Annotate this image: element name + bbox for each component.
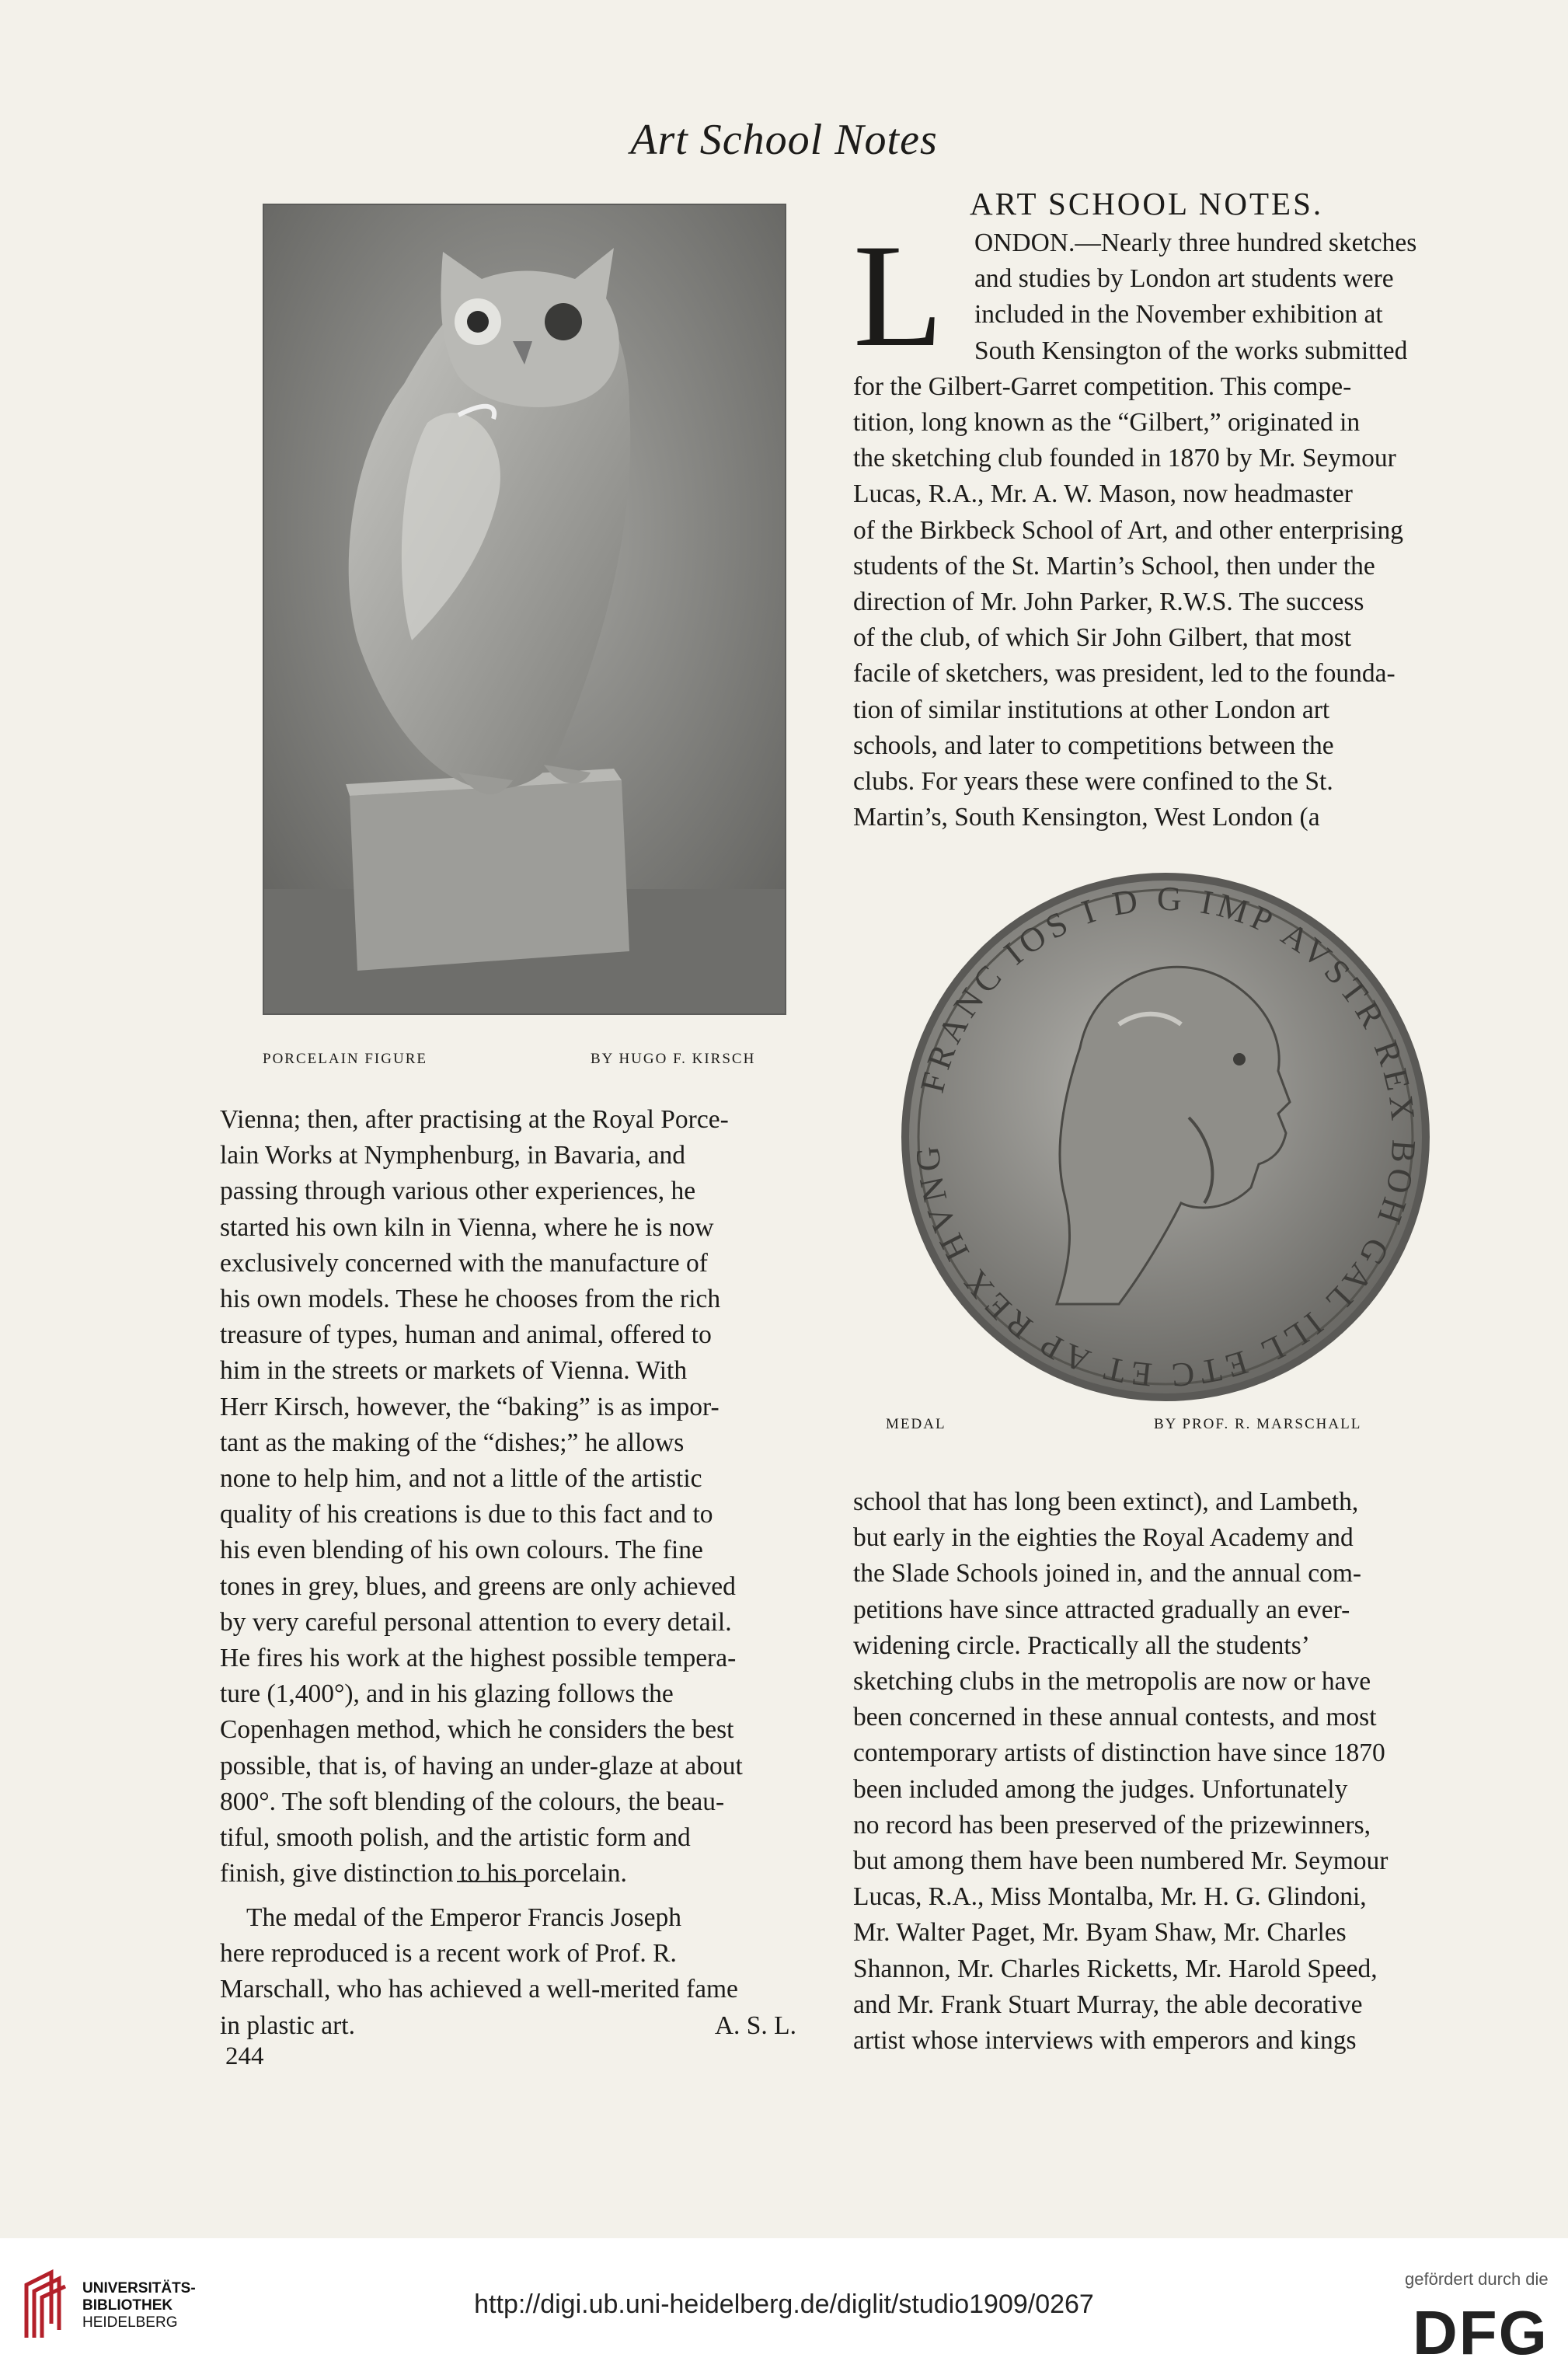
text-line: quality of his creations is due to this fact and to bbox=[220, 1500, 713, 1529]
text-line: but among them have been numbered Mr. Seymour bbox=[853, 1847, 1389, 1876]
text-line: facile of sketchers, was president, led to the founda- bbox=[853, 659, 1396, 689]
right-column-bottom-text bbox=[853, 1484, 1461, 2059]
text-line: students of the St. Martin’s School, then under the bbox=[853, 551, 1375, 581]
text-line: tant as the making of the “dishes;” he allows bbox=[220, 1428, 685, 1457]
text-line: lain Works at Nymphenburg, in Bavaria, and bbox=[220, 1141, 685, 1170]
text-line: Marschall, who has achieved a well-merited fame bbox=[220, 1975, 738, 2004]
text-line: ture (1,400°), and in his glazing follows the bbox=[220, 1679, 674, 1709]
medal-caption-title: MEDAL bbox=[886, 1416, 946, 1432]
source-url-link[interactable]: http://digi.ub.uni-heidelberg.de/diglit/studio1909/0267 bbox=[474, 2290, 1094, 2319]
text-line: Mr. Walter Paget, Mr. Byam Shaw, Mr. Charles bbox=[853, 1918, 1347, 1948]
text-line: passing through various other experiences, he bbox=[220, 1177, 696, 1206]
text-line: been included among the judges. Unfortunately bbox=[853, 1774, 1348, 1804]
text-line: for the Gilbert-Garret competition. This compe- bbox=[853, 371, 1352, 401]
text-line: clubs. For years these were confined to the St. bbox=[853, 767, 1333, 797]
text-line: sketching clubs in the metropolis are now or have bbox=[853, 1667, 1371, 1697]
text-line: finish, give distinction to his porcelain. bbox=[220, 1859, 627, 1888]
text-line: Herr Kirsch, however, the “baking” is as impor- bbox=[220, 1392, 720, 1421]
text-line: the sketching club founded in 1870 by Mr. Seymour bbox=[853, 444, 1396, 473]
text-line: of the club, of which Sir John Gilbert, that most bbox=[853, 623, 1352, 653]
text-line: widening circle. Practically all the students’ bbox=[853, 1630, 1310, 1660]
text-line: direction of Mr. John Parker, R.W.S. The success bbox=[853, 588, 1364, 617]
running-title: Art School Notes bbox=[630, 116, 938, 164]
text-line: tones in grey, blues, and greens are only achieved bbox=[220, 1571, 736, 1601]
text-line: by very careful personal attention to every detail. bbox=[220, 1607, 732, 1637]
text-line: and studies by London art students were bbox=[974, 264, 1394, 294]
library-name-line: UNIVERSITÄTS- bbox=[82, 2280, 196, 2297]
text-line: schools, and later to competitions between the bbox=[853, 731, 1334, 760]
section-title: ART SCHOOL NOTES. bbox=[970, 186, 1324, 221]
text-line: tion of similar institutions at other London art bbox=[853, 695, 1330, 724]
medal-inscription: FRANC IOS I D G IMP AVSTR REX BOH GAL ILL ETC ET AP REX HVNG bbox=[908, 879, 1423, 1395]
section-divider bbox=[457, 1881, 527, 1882]
page-number: 244 bbox=[225, 2042, 264, 2070]
left-column-paragraph-1 bbox=[220, 1102, 820, 1892]
right-column-top-text bbox=[853, 225, 1461, 835]
text-line: him in the streets or markets of Vienna. With bbox=[220, 1356, 688, 1386]
text-line: treasure of types, human and animal, offered to bbox=[220, 1320, 712, 1350]
text-line: here reproduced is a recent work of Prof. R. bbox=[220, 1939, 677, 1969]
text-line: his even blending of his own colours. The fine bbox=[220, 1536, 703, 1565]
medal-caption-credit: BY PROF. R. MARSCHALL bbox=[1154, 1416, 1362, 1432]
text-line: school that has long been extinct), and Lambeth, bbox=[853, 1487, 1359, 1516]
text-line: He fires his work at the highest possible tempera- bbox=[220, 1644, 737, 1673]
text-line: possible, that is, of having an under-glaze at about bbox=[220, 1751, 743, 1780]
text-line: Lucas, R.A., Mr. A. W. Mason, now headmaster bbox=[853, 480, 1353, 509]
owl-caption-credit: BY HUGO F. KIRSCH bbox=[591, 1051, 756, 1067]
author-signature: A. S. L. bbox=[714, 2011, 796, 2040]
owl-porcelain-photo bbox=[263, 204, 786, 1015]
text-line: tiful, smooth polish, and the artistic form and bbox=[220, 1823, 691, 1853]
text-line: included in the November exhibition at bbox=[974, 300, 1383, 330]
text-line: his own models. These he chooses from the rich bbox=[220, 1285, 721, 1314]
text-line: South Kensington of the works submitted bbox=[974, 336, 1408, 365]
text-line: ONDON.—Nearly three hundred sketches bbox=[974, 228, 1417, 257]
text-line: been concerned in these annual contests, and most bbox=[853, 1703, 1377, 1732]
text-line: started his own kiln in Vienna, where he is now bbox=[220, 1212, 714, 1242]
text-line: none to help him, and not a little of the artistic bbox=[220, 1464, 702, 1494]
text-line: Lucas, R.A., Miss Montalba, Mr. H. G. Glindoni, bbox=[853, 1882, 1367, 1912]
text-line: The medal of the Emperor Francis Joseph bbox=[246, 1903, 682, 1932]
text-line: in plastic art. bbox=[220, 2011, 355, 2040]
text-line: tition, long known as the “Gilbert,” originated in bbox=[853, 408, 1361, 438]
dfg-logo: DFG bbox=[1413, 2298, 1549, 2367]
emperor-medal-image bbox=[886, 869, 1445, 1405]
left-column-paragraph-2 bbox=[220, 1900, 820, 2044]
text-line: contemporary artists of distinction have since 1870 bbox=[853, 1739, 1385, 1768]
text-line: Martin’s, South Kensington, West London (a bbox=[853, 803, 1320, 832]
text-line: but early in the eighties the Royal Academy and bbox=[853, 1523, 1354, 1553]
text-line: artist whose interviews with emperors and kings bbox=[853, 2026, 1357, 2056]
text-line: exclusively concerned with the manufacture of bbox=[220, 1248, 708, 1278]
text-line: petitions have since attracted gradually an ever- bbox=[853, 1595, 1350, 1624]
funded-by-label: gefördert durch die bbox=[1405, 2269, 1549, 2289]
drop-cap: L bbox=[853, 214, 944, 378]
text-line: of the Birkbeck School of Art, and other enterprising bbox=[853, 515, 1403, 545]
library-name-line: BIBLIOTHEK bbox=[82, 2297, 173, 2314]
text-line: no record has been preserved of the prizewinners, bbox=[853, 1810, 1371, 1840]
owl-caption-title: PORCELAIN FIGURE bbox=[263, 1051, 427, 1067]
text-line: the Slade Schools joined in, and the annual com- bbox=[853, 1559, 1362, 1589]
text-line: Copenhagen method, which he considers the best bbox=[220, 1715, 734, 1745]
text-line: Shannon, Mr. Charles Ricketts, Mr. Harold Speed, bbox=[853, 1954, 1378, 1983]
text-line: 800°. The soft blending of the colours, the beau- bbox=[220, 1787, 725, 1816]
text-line: Vienna; then, after practising at the Royal Porce- bbox=[220, 1105, 729, 1134]
text-line: and Mr. Frank Stuart Murray, the able decorative bbox=[853, 1990, 1363, 2019]
library-name-line: HEIDELBERG bbox=[82, 2314, 178, 2331]
